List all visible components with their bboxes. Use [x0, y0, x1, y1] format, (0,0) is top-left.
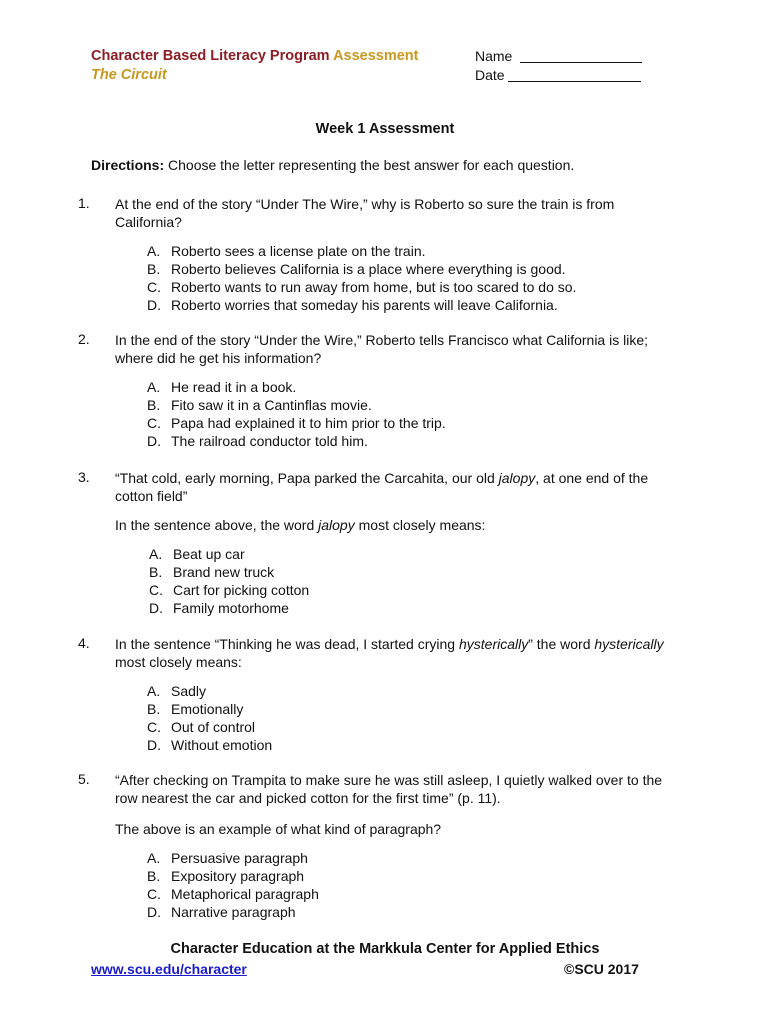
- option-text: The railroad conductor told him.: [171, 433, 368, 449]
- question-text: [115, 195, 715, 231]
- option-letter: D.: [147, 737, 161, 753]
- option-letter: A.: [147, 850, 161, 866]
- option-text: Cart for picking cotton: [173, 582, 310, 598]
- option-text: Papa had explained it to him prior to the trip.: [171, 415, 446, 431]
- question-prompt: [115, 516, 715, 534]
- directions: [91, 157, 574, 173]
- question-text-part: , at one end of the: [535, 470, 649, 486]
- question-text-part: In the sentence “Thinking he was dead, I started crying: [115, 636, 459, 652]
- question-prompt: The above is an example of what kind of paragraph?: [115, 821, 442, 837]
- answer-option-d[interactable]: [147, 432, 446, 450]
- answer-option-d[interactable]: [147, 736, 272, 754]
- question-line: where did he get his information?: [115, 350, 322, 366]
- option-text: Emotionally: [171, 701, 244, 717]
- option-letter: A.: [149, 546, 163, 562]
- answer-options: [147, 242, 576, 314]
- option-text: Metaphorical paragraph: [171, 886, 319, 902]
- answer-option-a[interactable]: [147, 378, 446, 396]
- answer-option-d[interactable]: [147, 903, 319, 921]
- answer-option-b[interactable]: [149, 563, 309, 581]
- option-letter: A.: [147, 243, 161, 259]
- option-text: Expository paragraph: [171, 868, 305, 884]
- option-letter: D.: [147, 297, 161, 313]
- program-title: [91, 48, 419, 64]
- answer-options: [147, 849, 319, 921]
- question-number: 2.: [78, 331, 90, 347]
- answer-options: [149, 545, 309, 617]
- date-label: Date: [475, 67, 505, 83]
- option-letter: B.: [147, 701, 161, 717]
- answer-option-d[interactable]: [149, 599, 309, 617]
- question-text-part: “That cold, early morning, Papa parked the Carcahita, our old: [115, 470, 499, 486]
- question-number: 1.: [78, 195, 90, 211]
- option-text: He read it in a book.: [171, 379, 297, 395]
- option-letter: C.: [147, 415, 161, 431]
- option-text: Roberto sees a license plate on the train.: [171, 243, 426, 259]
- question-text: [115, 635, 715, 671]
- answer-option-b[interactable]: [147, 700, 272, 718]
- option-text: Family motorhome: [173, 600, 289, 616]
- option-letter: D.: [147, 433, 161, 449]
- date-field: [475, 67, 641, 83]
- answer-option-a[interactable]: [147, 242, 576, 260]
- question-line: At the end of the story “Under The Wire,” why is Roberto so sure the train is from: [115, 196, 615, 212]
- option-text: Beat up car: [173, 546, 245, 562]
- question-line: “After checking on Trampita to make sure he was still asleep, I quietly walked over to the: [115, 772, 663, 788]
- directions-label: Directions:: [91, 157, 165, 173]
- question-text: [115, 771, 715, 807]
- prompt-text: most closely means:: [354, 517, 486, 533]
- answer-option-a[interactable]: [149, 545, 309, 563]
- question-number: 5.: [78, 771, 90, 787]
- answer-option-d[interactable]: [147, 296, 576, 314]
- option-letter: B.: [147, 868, 161, 884]
- vocab-word: hysterically: [594, 636, 664, 652]
- answer-option-c[interactable]: [147, 414, 446, 432]
- option-letter: B.: [147, 261, 161, 277]
- answer-option-b[interactable]: [147, 396, 446, 414]
- question-text: [115, 469, 715, 505]
- vocab-word: jalopy: [498, 470, 536, 486]
- option-letter: C.: [149, 582, 163, 598]
- question-line: California?: [115, 214, 182, 230]
- page-title: Week 1 Assessment: [315, 121, 455, 137]
- question-number: 4.: [78, 635, 90, 651]
- option-letter: C.: [147, 719, 161, 735]
- answer-options: [147, 378, 446, 450]
- question-line: row nearest the car and picked cotton for the first time” (p. 11).: [115, 790, 501, 806]
- question-text: [115, 331, 715, 367]
- option-text: Roberto worries that someday his parents will leave California.: [171, 297, 558, 313]
- option-letter: C.: [147, 886, 161, 902]
- option-text: Fito saw it in a Cantinflas movie.: [171, 397, 372, 413]
- footer-link[interactable]: www.scu.edu/character: [91, 961, 247, 977]
- option-text: Roberto believes California is a place where everything is good.: [171, 261, 566, 277]
- answer-option-c[interactable]: [149, 581, 309, 599]
- directions-text: Choose the letter representing the best answer for each question.: [164, 157, 575, 173]
- question-number: 3.: [78, 469, 90, 485]
- option-letter: D.: [147, 904, 161, 920]
- answer-options: [147, 682, 272, 754]
- name-blank: [520, 48, 642, 63]
- option-text: Out of control: [171, 719, 256, 735]
- question-line: most closely means:: [115, 654, 242, 670]
- answer-option-a[interactable]: [147, 682, 272, 700]
- question-line: [115, 635, 715, 653]
- question-line: [115, 469, 715, 487]
- option-text: Brand new truck: [173, 564, 275, 580]
- option-letter: C.: [147, 279, 161, 295]
- answer-option-b[interactable]: [147, 260, 576, 278]
- copyright: ©SCU 2017: [564, 961, 639, 977]
- vocab-word: jalopy: [318, 517, 355, 533]
- option-letter: A.: [147, 683, 161, 699]
- vocab-word: hysterically: [458, 636, 529, 652]
- story-title: The Circuit: [91, 67, 167, 83]
- answer-option-c[interactable]: [147, 718, 272, 736]
- prompt-text: In the sentence above, the word: [115, 517, 319, 533]
- option-letter: B.: [149, 564, 163, 580]
- option-letter: A.: [147, 379, 161, 395]
- assessment-label: Assessment: [333, 48, 419, 64]
- answer-option-a[interactable]: [147, 849, 319, 867]
- name-field: [475, 48, 642, 64]
- option-text: Roberto wants to run away from home, but is too scared to do so.: [171, 279, 577, 295]
- answer-option-b[interactable]: [147, 867, 319, 885]
- program-name: Character Based Literacy Program: [91, 48, 330, 64]
- option-text: Narrative paragraph: [171, 904, 296, 920]
- question-line: cotton field”: [115, 488, 188, 504]
- option-text: Without emotion: [171, 737, 273, 753]
- question-text-part: ” the word: [528, 636, 595, 652]
- name-label: Name: [475, 48, 513, 64]
- answer-option-c[interactable]: [147, 278, 576, 296]
- option-text: Sadly: [171, 683, 207, 699]
- footer-title: Character Education at the Markkula Center for Applied Ethics: [170, 941, 600, 957]
- option-letter: B.: [147, 397, 161, 413]
- option-letter: D.: [149, 600, 163, 616]
- date-blank: [508, 67, 641, 82]
- answer-option-c[interactable]: [147, 885, 319, 903]
- option-text: Persuasive paragraph: [171, 850, 308, 866]
- question-line: In the end of the story “Under the Wire,” Roberto tells Francisco what California is like;: [115, 332, 648, 348]
